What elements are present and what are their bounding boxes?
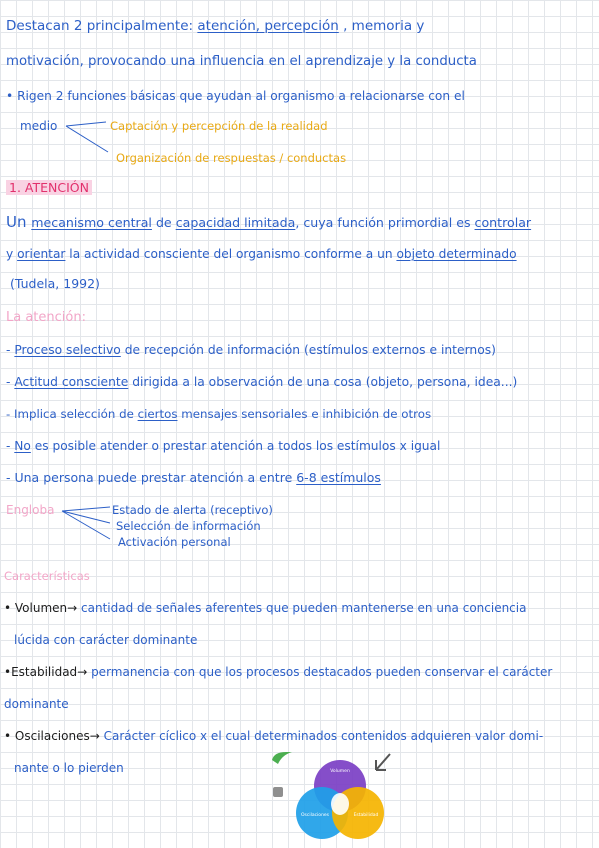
def2-text: y: [6, 247, 18, 261]
engloba-bracket: [60, 503, 120, 543]
venn-label-oscilaciones: Oscilaciones: [300, 813, 330, 818]
point-1: [6, 342, 496, 358]
arrow-right-icon: →: [67, 601, 78, 615]
venn-label-estabilidad: Estabilidad: [353, 813, 379, 818]
medio-branch-1: Captación y percepción de la realidad: [110, 119, 328, 133]
section-title-text: 1. ATENCIÓN: [6, 180, 92, 195]
section-title: [6, 180, 92, 196]
characteristic-1-line-2: lúcida con carácter dominante: [14, 633, 198, 647]
medio-branch-2: Organización de respuestas / conductas: [116, 151, 347, 165]
characteristic-term: • Volumen: [4, 601, 68, 615]
characteristic-2-line-1: [4, 664, 552, 680]
point-dash: -: [6, 343, 15, 357]
point-4: [6, 438, 440, 454]
definition-line-2: [6, 246, 517, 262]
characteristic-3-line-1: [4, 728, 543, 744]
point-dash: -: [6, 439, 15, 453]
point-pre: Una persona puede prestar atención a entre: [14, 470, 297, 485]
characteristic-term: • Oscilaciones: [4, 729, 90, 743]
point-underlined: Proceso selectivo: [14, 343, 121, 357]
def-text-c: , cuya función primordial es: [295, 215, 475, 230]
point-5: [6, 470, 381, 486]
engloba-item-2: Selección de información: [116, 519, 261, 533]
intro-line-2: motivación, provocando una influencia en el aprendizaje y la conducta: [6, 54, 477, 69]
point-underlined: Actitud consciente: [14, 375, 129, 389]
intro-text: Destacan 2 principalmente:: [6, 18, 198, 34]
medio-bracket: [64, 118, 114, 158]
engloba-item-3: Activación personal: [118, 535, 231, 549]
characteristic-definition: permanencia con que los procesos destacados pueden conservar el carácter: [87, 665, 553, 679]
def2-text-b: la actividad consciente del organismo conforme a un: [65, 247, 397, 261]
intro-text-end: , memoria y: [338, 18, 425, 34]
point-underlined: 6-8 estímulos: [296, 470, 381, 485]
def-underline-3: controlar: [474, 215, 532, 230]
point-rest: es posible atender o prestar atención a todos los estímulos x igual: [30, 439, 441, 453]
def-text: Un: [6, 213, 32, 231]
rigen-line: • Rigen 2 funciones básicas que ayudan al organismo a relacionarse con el: [6, 89, 465, 103]
characteristic-definition: Carácter cíclico x el cual determinados contenidos adquieren valor domi-: [99, 729, 544, 743]
la-atencion-label: La atención:: [6, 310, 86, 325]
point-dash: -: [6, 375, 15, 389]
point-dash: -: [6, 470, 15, 485]
venn-label-volumen: Volumen: [330, 769, 350, 774]
arrow-icon: [376, 754, 390, 770]
intro-line-1: [6, 18, 424, 34]
point-rest: dirigida a la observación de una cosa (objeto, persona, idea...): [128, 375, 518, 389]
definition-citation: (Tudela, 1992): [10, 276, 100, 291]
point-rest: mensajes sensoriales e inhibición de otros: [177, 407, 432, 421]
venn-center: [331, 793, 349, 815]
characteristic-term: •Estabilidad: [4, 665, 78, 679]
medio-label: medio: [20, 119, 58, 133]
square-icon: [273, 787, 283, 797]
def-text-b: de: [151, 215, 176, 230]
arrow-right-icon: →: [77, 665, 88, 679]
def2-underline-1: orientar: [17, 247, 66, 261]
engloba-label: Engloba: [6, 503, 55, 517]
point-2: [6, 374, 517, 390]
definition-line-1: [6, 214, 531, 231]
characteristic-3-line-2: nante o lo pierden: [14, 761, 124, 775]
venn-diagram: [272, 752, 397, 848]
engloba-item-1: Estado de alerta (receptivo): [112, 503, 273, 517]
point-dash: -: [6, 407, 15, 421]
point-underlined: ciertos: [137, 407, 178, 421]
characteristic-definition: cantidad de señales aferentes que pueden mantenerse en una conciencia: [77, 601, 527, 615]
def-underline-1: mecanismo central: [31, 215, 152, 230]
point-pre: Implica selección de: [14, 407, 138, 421]
def2-underline-2: objeto determinado: [396, 247, 517, 261]
corner-leaf-icon: [272, 752, 292, 764]
point-underlined: No: [14, 439, 31, 453]
arrow-right-icon: →: [89, 729, 100, 743]
characteristic-1-line-1: [4, 600, 526, 616]
point-3: [6, 406, 431, 422]
characteristic-2-line-2: dominante: [4, 697, 69, 711]
caracteristicas-label: Características: [4, 569, 90, 583]
def-underline-2: capacidad limitada: [175, 215, 296, 230]
intro-underlined: atención, percepción: [197, 18, 339, 34]
point-rest: de recepción de información (estímulos externos e internos): [120, 343, 496, 357]
